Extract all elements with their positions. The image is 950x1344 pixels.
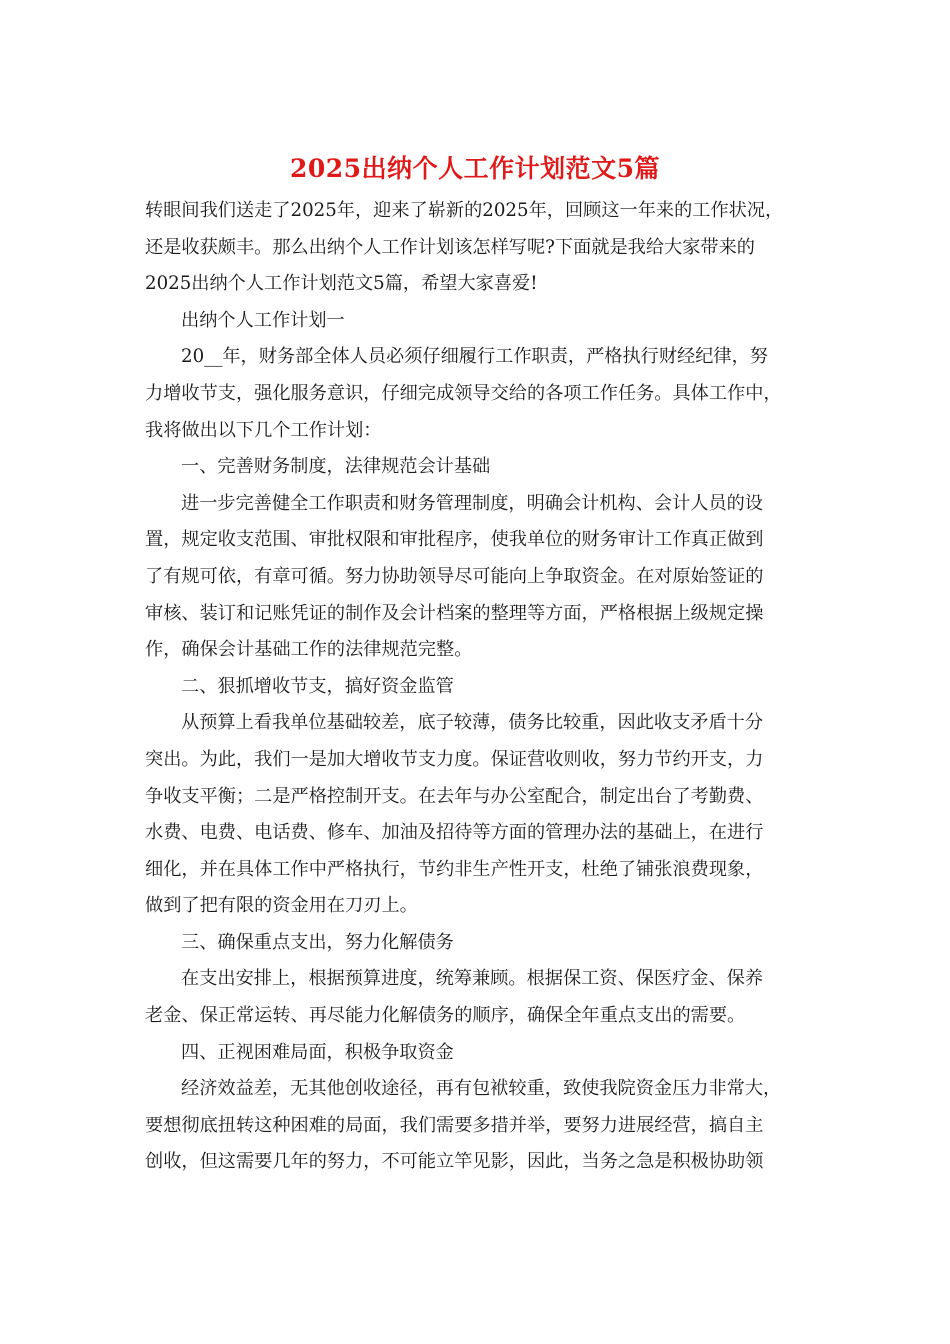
paragraph [145, 486, 813, 669]
text-line: 从预算上看我单位基础较差，底子较薄，债务比较重，因此收支矛盾十分 [181, 712, 764, 734]
intro-paragraph [145, 193, 813, 303]
paragraph [145, 961, 813, 1034]
text-line: 我将做出以下几个工作计划： [145, 419, 382, 441]
text-line: 做到了把有限的资金用在刀刃上。 [145, 895, 418, 917]
paragraph [145, 705, 813, 925]
text-line: 争收支平衡；二是严格控制开支。在去年与办公室配合，制定出台了考勤费、 [145, 785, 764, 807]
subheading: 三、确保重点支出，努力化解债务 [181, 931, 454, 953]
subheading: 二、狠抓增收节支，搞好资金监管 [181, 675, 454, 697]
text-line: 细化，并在具体工作中严格执行，节约非生产性开支，杜绝了铺张浪费现象， [145, 858, 764, 880]
document-title: 2025出纳个人工作计划范文5篇 [290, 154, 660, 183]
text-line: 转眼间我们送走了2025年，迎来了崭新的2025年，回顾这一年来的工作状况， [145, 200, 784, 221]
paragraph [145, 339, 813, 449]
document-body [145, 193, 813, 1181]
subheading: 四、正视困难局面，积极争取资金 [181, 1041, 454, 1063]
text-line: 突出。为此，我们一是加大增收节支力度。保证营收则收，努力节约开支，力 [145, 748, 764, 770]
text-line: 审核、装订和记账凭证的制作及会计档案的整理等方面，严格根据上级规定操 [145, 602, 764, 624]
text-line: 水费、电费、电话费、修车、加油及招待等方面的管理办法的基础上，在进行 [145, 822, 764, 844]
text-line: 力增收节支，强化服务意识，仔细完成领导交给的各项工作任务。具体工作中， [145, 382, 782, 404]
text-line: 在支出安排上，根据预算进度，统筹兼顾。根据保工资、保医疗金、保养 [181, 968, 764, 990]
text-line: 老金、保正常运转、再尽能力化解债务的顺序，确保全年重点支出的需要。 [145, 1005, 746, 1027]
text-line: 了有规可依，有章可循。努力协助领导尽可能向上争取资金。在对原始签证的 [145, 565, 764, 587]
text-line: 进一步完善健全工作职责和财务管理制度，明确会计机构、会计人员的设 [181, 492, 764, 514]
text-line: 要想彻底扭转这种困难的局面，我们需要多措并举，要努力进展经营，搞自主 [145, 1114, 764, 1136]
paragraph [145, 1071, 813, 1181]
text-line: 置，规定收支范围、审批权限和审批程序，使我单位的财务审计工作真正做到 [145, 529, 764, 551]
text-line: 作，确保会计基础工作的法律规范完整。 [145, 639, 473, 661]
section-heading: 出纳个人工作计划一 [181, 309, 345, 331]
subheading: 一、完善财务制度，法律规范会计基础 [181, 456, 491, 478]
text-line: 创收，但这需要几年的努力，不可能立竿见影，因此，当务之急是积极协助领 [145, 1151, 764, 1173]
text-line: 2025出纳个人工作计划范文5篇，希望大家喜爱! [145, 273, 538, 295]
text-line: 经济效益差，无其他创收途径，再有包袱较重，致使我院资金压力非常大， [181, 1078, 782, 1100]
text-line: 20__年，财务部全体人员必须仔细履行工作职责，严格执行财经纪律，努 [181, 346, 768, 368]
text-line: 还是收获颇丰。那么出纳个人工作计划该怎样写呢?下面就是我给大家带来的 [145, 236, 755, 258]
